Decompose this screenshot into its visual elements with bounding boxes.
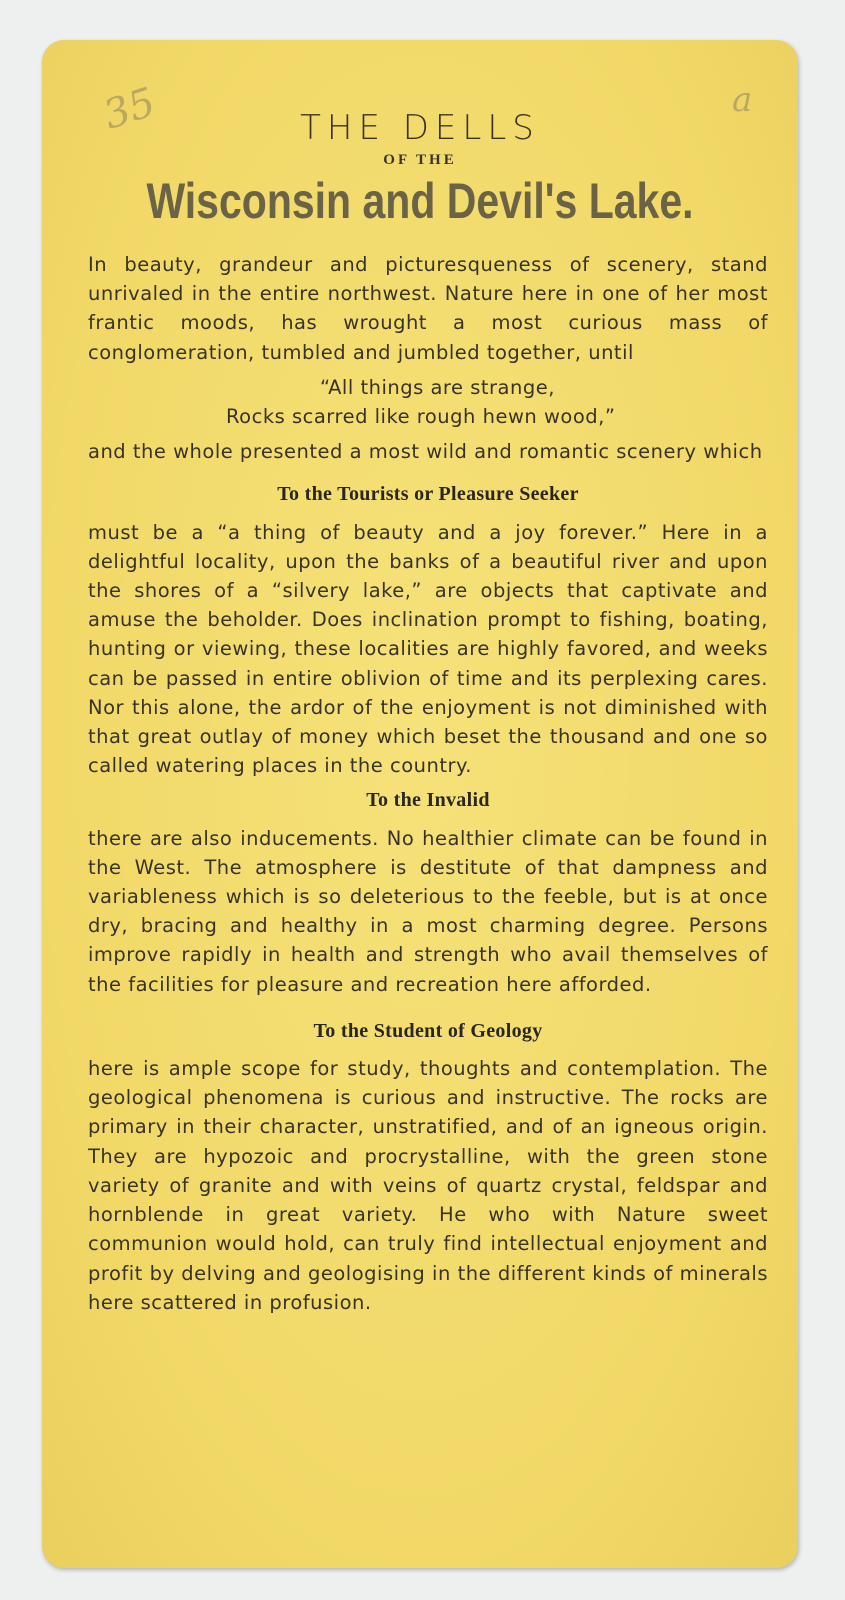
tourists-paragraph: must be a “a thing of beauty and a joy forever.” Here in a delightful locality, upon the banks of a beautiful river and upon the shores of a “silvery lake,” are objects that captivate and amuse the beholder. Does inclination prompt to fishing, boating, hunting or viewing, these localities are highly favored, and weeks can be passed in entire oblivion of time and its perplexing cares. Nor this alone, the ardor of the enjoyment is not diminished with that great outlay of money which beset the thousand and one so called watering places in the country. — [88, 520, 768, 778]
card — [42, 40, 798, 1568]
pencil-mark-top-left: 35 — [98, 79, 161, 139]
geology-paragraph: here is ample scope for study, thoughts and contemplation. The geological phenomena is curious and instructive. The rocks are primary in their character, unstratified, and of an igneous origin. They are hypozoic and procrystalline, with the green stone variety of granite and with veins of quartz crystal, feldspar and hornblende in great variety. He who with Nature sweet communion would hold, can truly find intellectual enjoyment and profit by delving and geologising in the different kinds of minerals here scattered in profusion. — [88, 1057, 768, 1314]
title-of-the: OF THE — [383, 152, 457, 168]
pencil-mark-top-right: a — [732, 80, 753, 120]
main-title: Wisconsin and Devil's Lake. — [146, 173, 694, 229]
verse-quote — [88, 373, 768, 431]
card-body — [88, 250, 768, 1317]
title-top: THE DELLS — [300, 108, 540, 148]
heading-invalid: To the Invalid — [366, 789, 490, 812]
heading-tourists: To the Tourists or Pleasure Seeker — [277, 483, 579, 506]
after-verse-paragraph: and the whole presented a most wild and romantic scenery which — [88, 440, 763, 464]
verse-line-1: “All things are strange, — [320, 375, 555, 399]
card-header — [42, 108, 798, 231]
heading-geology: To the Student of Geology — [313, 1019, 543, 1042]
intro-paragraph: In beauty, grandeur and picturesqueness of scenery, stand unrivaled in the entire northwest. Nature here in one of her most frantic moods, has wrought a most curious mass of conglomeration, tumbled and jumbled together, until — [88, 253, 768, 364]
invalid-paragraph: there are also inducements. No healthier climate can be found in the West. The atmosphere is destitute of that dampness and variableness which is so deleterious to the feeble, but is at once dry, bracing and healthy in a most charming degree. Persons improve rapidly in health and strength who avail themselves of the facilities for pleasure and recreation here afforded. — [88, 826, 768, 996]
verse-line-2: Rocks scarred like rough hewn wood,” — [226, 405, 616, 429]
